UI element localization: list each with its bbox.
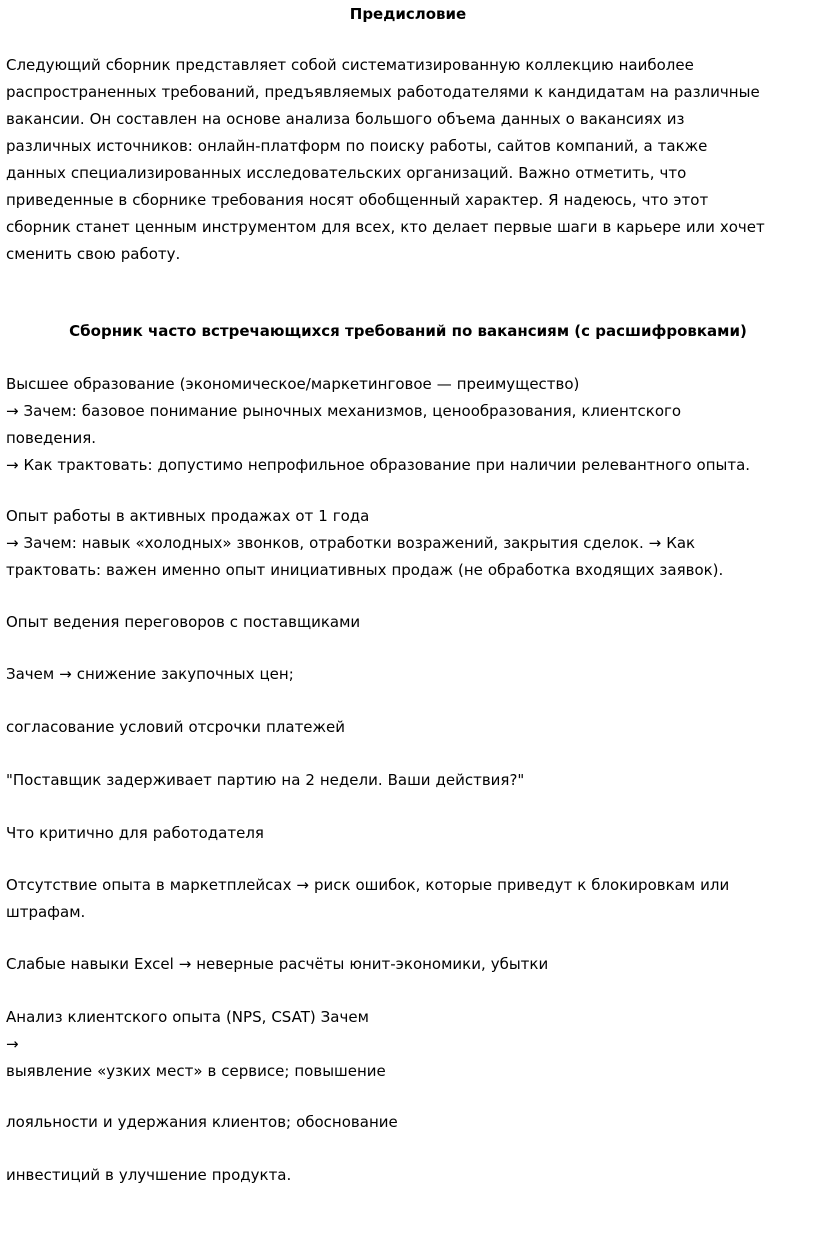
requirement-line: Зачем → снижение закупочных цен; bbox=[6, 665, 294, 683]
preface-line: различных источников: онлайн-платформ по поиску работы, сайтов компаний, а также bbox=[6, 137, 708, 155]
requirement-line: Опыт ведения переговоров с поставщиками bbox=[6, 613, 361, 631]
requirement-block-education bbox=[6, 371, 812, 479]
requirement-line: Слабые навыки Excel → неверные расчёты юнит-экономики, убытки bbox=[6, 955, 549, 973]
requirement-block-investments bbox=[6, 1162, 812, 1189]
requirement-block-critical bbox=[6, 820, 812, 847]
requirement-line: Опыт работы в активных продажах от 1 года bbox=[6, 507, 370, 525]
requirement-line: "Поставщик задерживает партию на 2 недели. Ваши действия?" bbox=[6, 771, 525, 789]
preface-title: Предисловие bbox=[349, 5, 467, 23]
preface-line: распространенных требований, предъявляемых работодателями к кандидатам на различные bbox=[6, 83, 760, 101]
requirement-block-why bbox=[6, 661, 812, 688]
requirement-line: Высшее образование (экономическое/маркетинговое — преимущество) bbox=[6, 375, 580, 393]
requirement-block-marketplaces bbox=[6, 872, 812, 926]
requirement-block-loyalty bbox=[6, 1109, 812, 1136]
preface-line: вакансии. Он составлен на основе анализа большого объема данных о вакансиях из bbox=[6, 110, 685, 128]
requirement-line: штрафам. bbox=[6, 903, 86, 921]
requirement-line: поведения. bbox=[6, 429, 96, 447]
requirement-line: лояльности и удержания клиентов; обоснование bbox=[6, 1113, 398, 1131]
requirement-line: Отсутствие опыта в маркетплейсах → риск ошибок, которые приведут к блокировкам или bbox=[6, 876, 730, 894]
requirement-line: согласование условий отсрочки платежей bbox=[6, 718, 346, 736]
requirement-line: инвестиций в улучшение продукта. bbox=[6, 1166, 292, 1184]
requirement-line: → Как трактовать: допустимо непрофильное образование при наличии релевантного опыта. bbox=[6, 456, 751, 474]
requirement-line: Анализ клиентского опыта (NPS, CSAT) Зачем bbox=[6, 1008, 369, 1026]
requirement-block-customer-experience bbox=[6, 1004, 812, 1085]
requirement-block-negotiations bbox=[6, 609, 812, 636]
requirement-line: трактовать: важен именно опыт инициативных продаж (не обработка входящих заявок). bbox=[6, 561, 724, 579]
preface-line: данных специализированных исследовательских организаций. Важно отметить, что bbox=[6, 164, 687, 182]
requirement-block-supplier-question bbox=[6, 767, 812, 794]
requirement-line: → Зачем: базовое понимание рыночных механизмов, ценообразования, клиентского bbox=[6, 402, 682, 420]
preface-line: сборник станет ценным инструментом для всех, кто делает первые шаги в карьере или хочет bbox=[6, 218, 765, 236]
requirement-block-sales bbox=[6, 503, 812, 584]
requirement-line: Что критично для работодателя bbox=[6, 824, 264, 842]
preface-line: Следующий сборник представляет собой систематизированную коллекцию наиболее bbox=[6, 56, 694, 74]
requirement-line: выявление «узких мест» в сервисе; повышение bbox=[6, 1062, 386, 1080]
requirement-line: → bbox=[6, 1035, 19, 1053]
preface-paragraph bbox=[6, 52, 812, 268]
collection-title: Сборник часто встречающихся требований по вакансиям (с расшифровками) bbox=[69, 322, 747, 340]
requirement-line: → Зачем: навык «холодных» звонков, отработки возражений, закрытия сделок. → Как bbox=[6, 534, 696, 552]
requirement-block-excel bbox=[6, 951, 812, 978]
preface-line: приведенные в сборнике требования носят обобщенный характер. Я надеюсь, что этот bbox=[6, 191, 709, 209]
requirement-block-payment-terms bbox=[6, 714, 812, 741]
preface-line: сменить свою работу. bbox=[6, 245, 181, 263]
